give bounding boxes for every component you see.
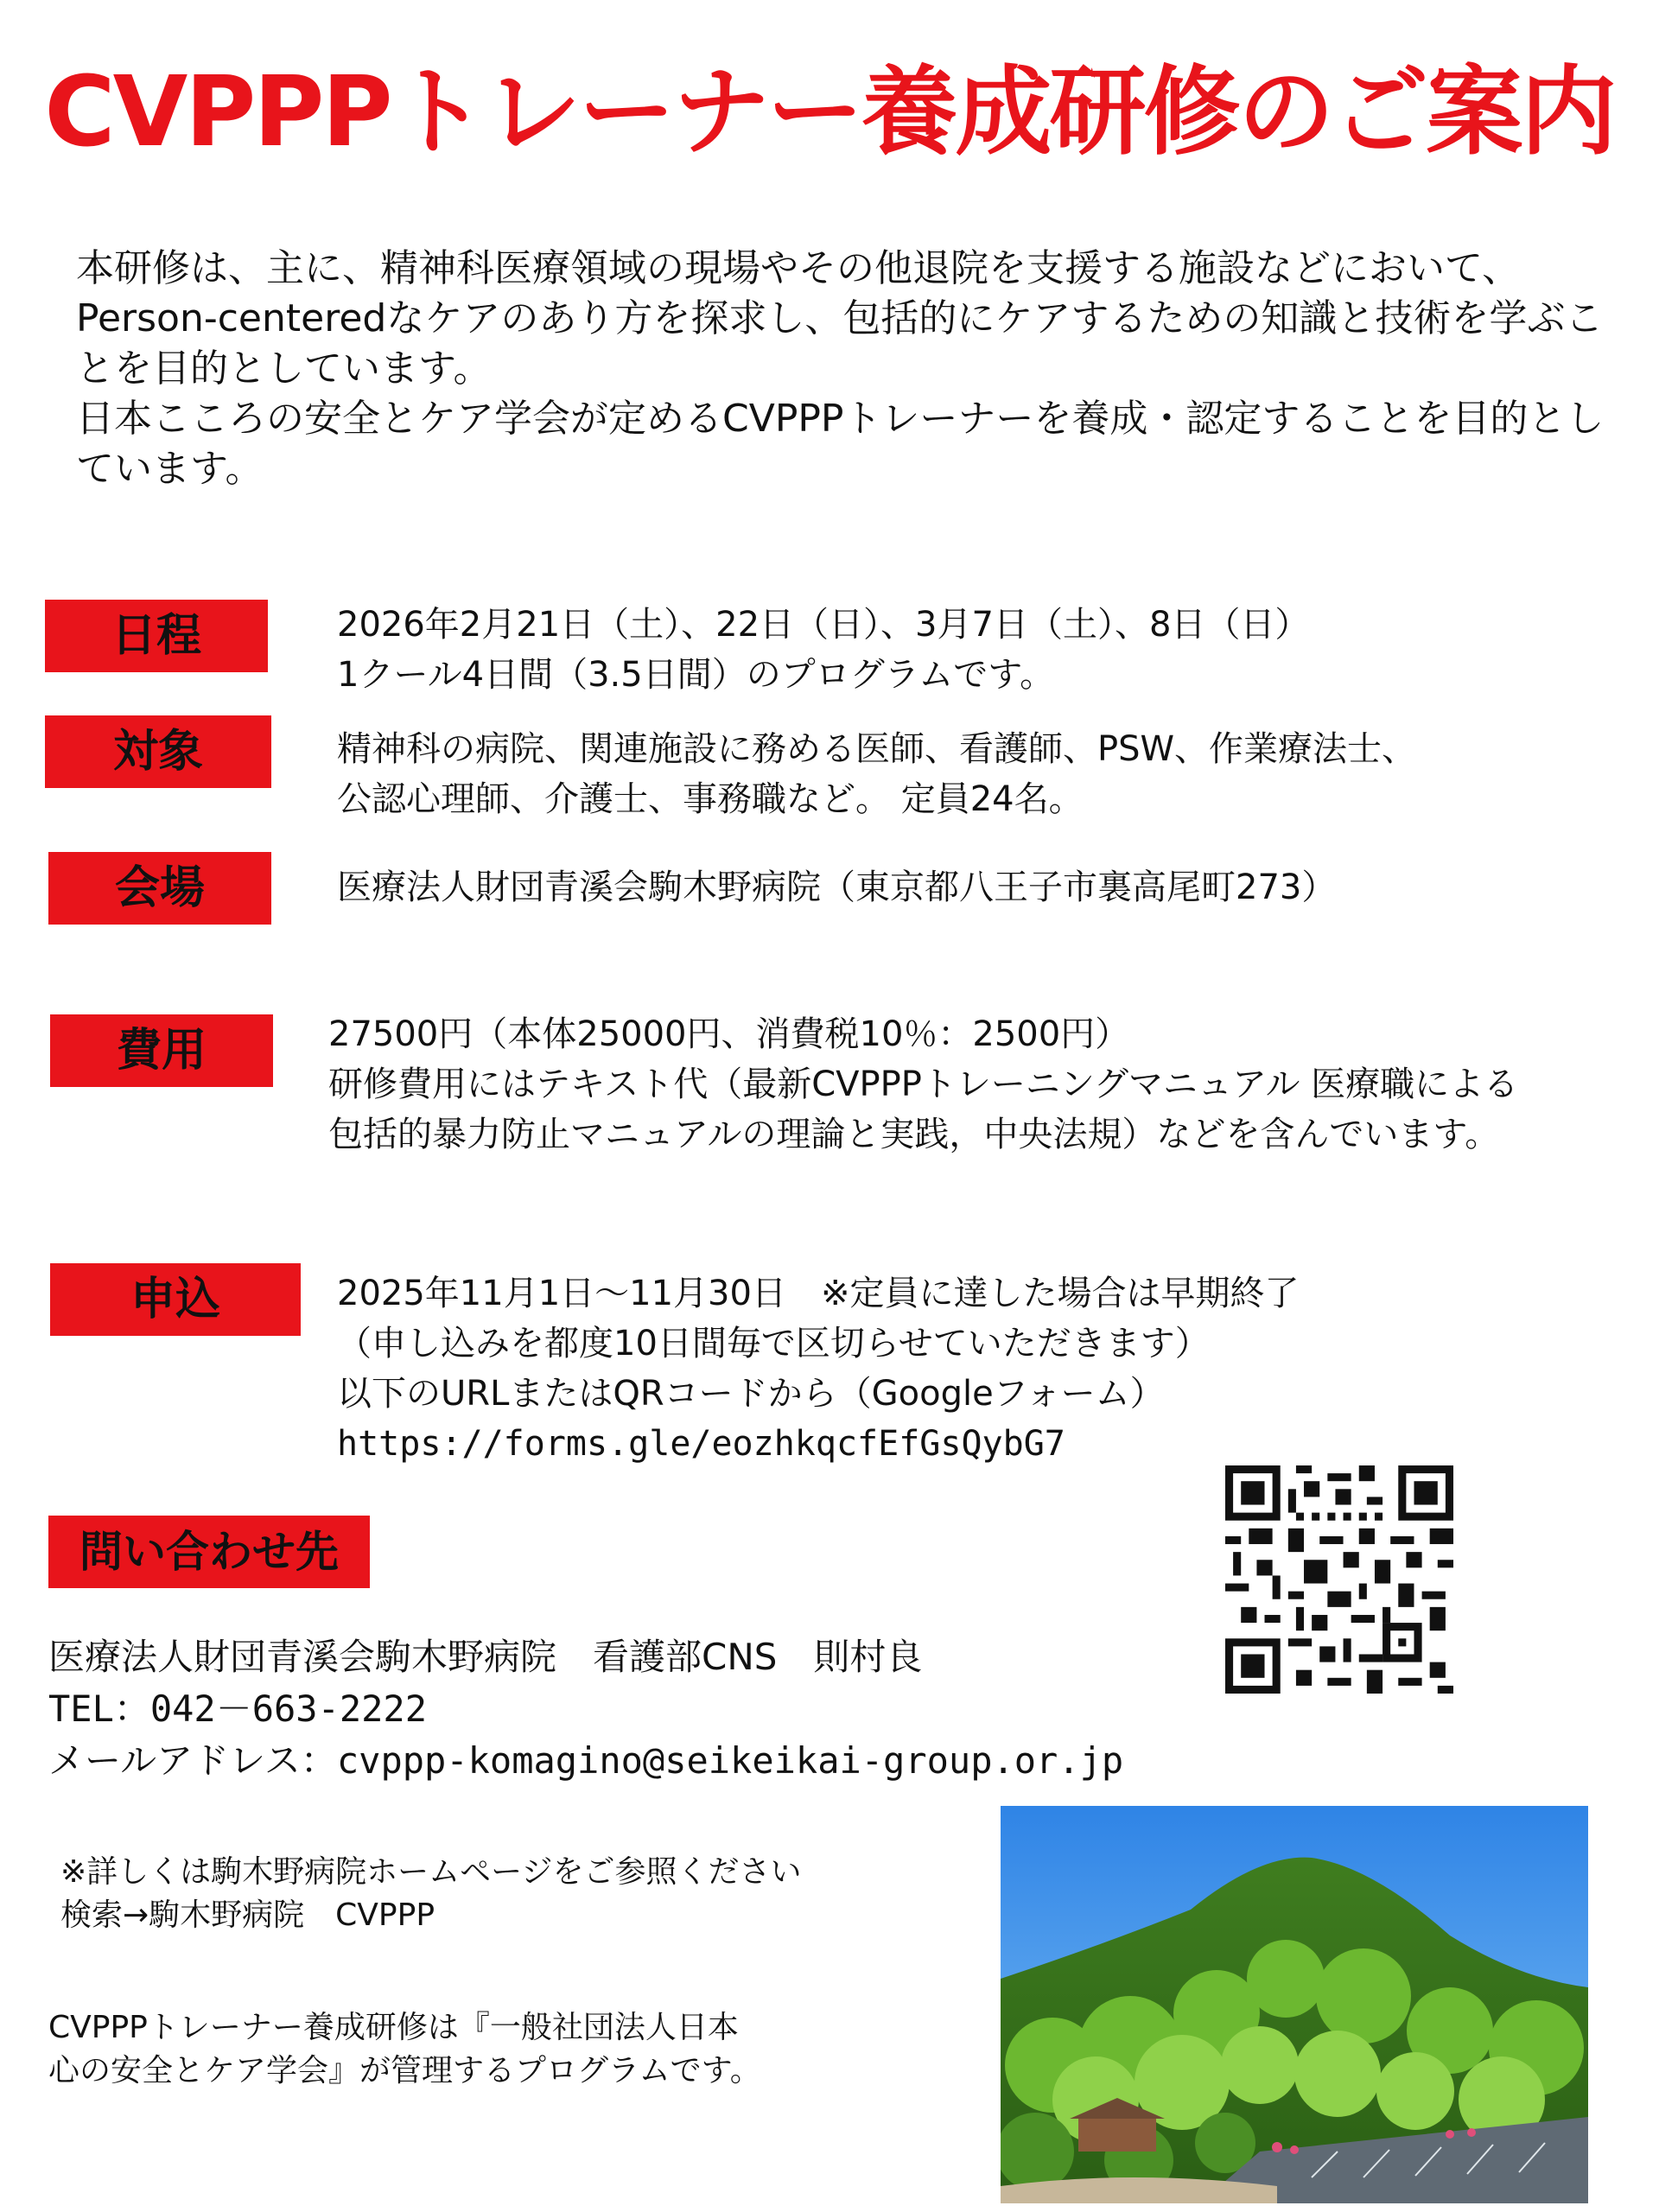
contact-phone: TEL：042－663-2222 [48,1688,428,1730]
target-line: 精神科の病院、関連施設に務める医師、看護師、PSW、作業療法士、 [337,729,1417,769]
apply-label: 申込 [50,1263,301,1336]
schedule-label: 日程 [45,600,268,672]
apply-period: 2025年11月1日～11月30日 ※定員に達した場合は早期終了 [337,1274,1300,1313]
note-line: CVPPPトレーナー養成研修は『一般社団法人日本 [48,2010,739,2045]
note-line: 心の安全とケア学会』が管理するプログラムです。 [48,2053,761,2088]
contact-label: 問い合わせ先 [48,1516,370,1588]
venue-details [337,862,1336,912]
fee-label: 費用 [50,1014,273,1087]
schedule-program: 1クール4日間（3.5日間）のプログラムです。 [337,655,1055,695]
intro-line: 本研修は、主に、精神科医療領域の現場やその他退院を支援する施設などにおいて、 [76,246,1521,290]
target-details [337,724,1416,824]
hillside-photo [1001,1806,1588,2203]
schedule-dates: 2026年2月21日（土）、22日（日）、3月7日（土）、8日（日） [337,605,1310,645]
fee-details [328,1009,1518,1160]
contact-organization: 医療法人財団青溪会駒木野病院 看護部CNS 則村良 [48,1636,923,1678]
intro-line: とを目的としています。 [76,346,492,391]
venue-label: 会場 [48,852,271,925]
contact-details [48,1631,1123,1787]
fee-note: 包括的暴力防止マニュアルの理論と実践，中央法規）などを含んでいます。 [328,1115,1500,1154]
apply-details [337,1268,1299,1469]
apply-url-link[interactable]: https://forms.gle/eozhkqcfEfGsQybG7 [337,1424,1065,1464]
fee-amount: 27500円（本体25000円、消費税10％：2500円） [328,1014,1130,1054]
page-title: CVPPPトレーナー養成研修のご案内 [44,56,1615,168]
reference-note [60,1851,801,1937]
program-note [48,2006,761,2093]
note-line: ※詳しくは駒木野病院ホームページをご参照ください [60,1854,802,1890]
note-line: 検索→駒木野病院 CVPPP [60,1897,435,1933]
target-line: 公認心理師、介護士、事務職など。 定員24名。 [337,779,1084,819]
venue-line: 医療法人財団青溪会駒木野病院（東京都八王子市裏高尾町273） [337,868,1337,907]
intro-line: Person-centeredなケアのあり方を探求し、包括的にケアするための知識と技術を学ぶこ [76,296,1604,340]
qr-code-icon[interactable] [1225,1465,1453,1694]
apply-note: （申し込みを都度10日間毎で区切らせていただきます） [337,1324,1210,1363]
intro-paragraph [76,244,1614,494]
contact-email[interactable]: メールアドレス：cvppp-komagino@seikeikai-group.or.jp [48,1739,1124,1782]
intro-line: 日本こころの安全とケア学会が定めるCVPPPトレーナーを養成・認定することを目的とし [76,397,1605,441]
target-label: 対象 [45,715,271,788]
apply-method: 以下のURLまたはQRコードから（Googleフォーム） [337,1374,1165,1414]
intro-line: ています。 [76,447,264,491]
schedule-details [337,600,1309,700]
fee-note: 研修費用にはテキスト代（最新CVPPPトレーニングマニュアル 医療職による [328,1065,1519,1104]
